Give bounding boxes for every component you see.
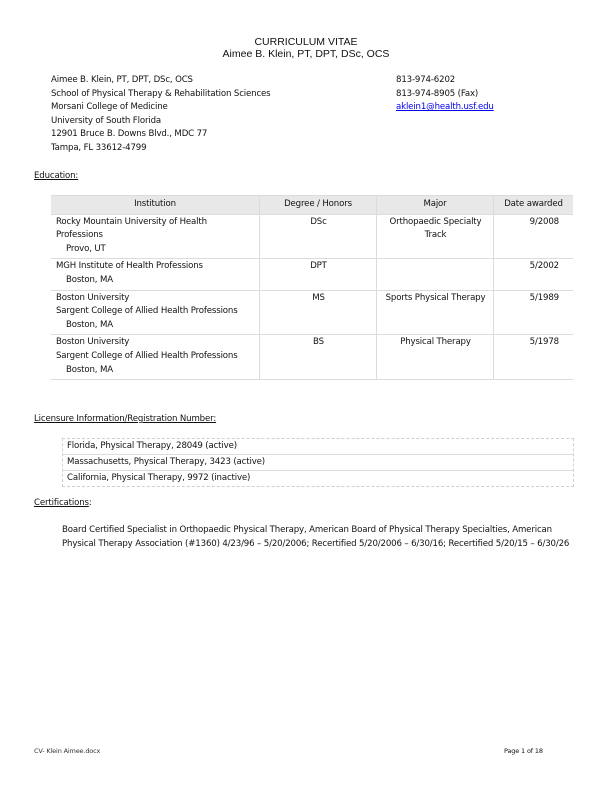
date-cell: 5/2002 — [494, 259, 574, 290]
table-row — [51, 214, 573, 259]
column-header-institution: Institution — [51, 196, 260, 215]
footer-page-number: Page 1 of 18 — [504, 747, 543, 755]
major-cell — [377, 259, 494, 290]
education-table — [51, 195, 573, 380]
table-row — [51, 335, 573, 380]
institution-name: Rocky Mountain University of Health Professions — [56, 216, 207, 241]
fax-number: 813-974-8905 (Fax) — [396, 88, 479, 99]
institution-college: Sargent College of Allied Health Professions — [56, 350, 238, 361]
education-heading: Education: — [34, 171, 79, 181]
address-line: Tampa, FL 33612-4799 — [51, 142, 147, 153]
institution-cell — [51, 335, 260, 380]
licensure-item: Florida, Physical Therapy, 28049 (active) — [63, 439, 573, 455]
institution-location: Boston, MA — [66, 319, 113, 330]
institution-college: Sargent College of Allied Health Professions — [56, 306, 238, 317]
institution-location: Provo, UT — [66, 243, 106, 254]
licensure-heading: Licensure Information/Registration Number: — [34, 414, 217, 424]
table-row — [51, 290, 573, 335]
column-header-degree: Degree / Honors — [260, 196, 377, 215]
address-line: School of Physical Therapy & Rehabilitation Sciences — [51, 88, 271, 99]
licensure-item: California, Physical Therapy, 9972 (inactive) — [67, 473, 251, 483]
address-line: Morsani College of Medicine — [51, 102, 168, 113]
institution-name: Boston University — [56, 337, 130, 348]
certifications-heading-colon: : — [88, 498, 92, 508]
institution-name: Boston University — [56, 292, 130, 303]
degree-cell: MS — [260, 290, 377, 335]
column-header-major: Major — [377, 196, 494, 215]
table-row — [51, 259, 573, 290]
certifications-heading — [34, 498, 92, 508]
address-line: 12901 Bruce B. Downs Blvd., MDC 77 — [51, 129, 208, 140]
address-line: Aimee B. Klein, PT, DPT, DSc, OCS — [51, 75, 193, 85]
address-block — [51, 74, 270, 156]
institution-cell — [51, 259, 260, 290]
date-cell: 5/1978 — [494, 335, 574, 380]
licensure-list — [62, 438, 574, 487]
address-line: University of South Florida — [51, 115, 161, 126]
column-header-date: Date awarded — [494, 196, 574, 215]
date-cell: 5/1989 — [494, 290, 574, 335]
major-cell: Orthopaedic Specialty Track — [377, 214, 494, 259]
degree-cell: DSc — [260, 214, 377, 259]
institution-cell — [51, 214, 260, 259]
institution-location: Boston, MA — [66, 274, 113, 285]
phone-number: 813-974-6202 — [396, 75, 456, 85]
degree-cell: BS — [260, 335, 377, 380]
contact-block — [396, 74, 494, 115]
footer-filename: CV- Klein Aimee.docx — [34, 747, 101, 755]
degree-cell: DPT — [260, 259, 377, 290]
institution-location: Boston, MA — [66, 364, 113, 375]
major-cell: Physical Therapy — [377, 335, 494, 380]
table-header-row — [51, 196, 573, 215]
licensure-item: Massachusetts, Physical Therapy, 3423 (active) — [63, 455, 573, 471]
major-cell: Sports Physical Therapy — [377, 290, 494, 335]
date-cell: 9/2008 — [494, 214, 574, 259]
document-title: CURRICULUM VITAE — [254, 36, 358, 48]
certification-text: Board Certified Specialist in Orthopaedic Physical Therapy, American Board of Physical Therapy Specialties, American Physical Therapy Association (#1360) 4/23/96 – 5/20/2006; Recertified 5/20/2006 – 6/30/16; Recertified 5/20/15 – 6/30/26 — [62, 525, 570, 549]
certifications-heading-label: Certifications — [34, 498, 89, 508]
institution-cell — [51, 290, 260, 335]
institution-name: MGH Institute of Health Professions — [56, 261, 203, 272]
email-link[interactable]: aklein1@health.usf.edu — [396, 102, 494, 113]
document-subtitle: Aimee B. Klein, PT, DPT, DSc, OCS — [222, 48, 390, 60]
